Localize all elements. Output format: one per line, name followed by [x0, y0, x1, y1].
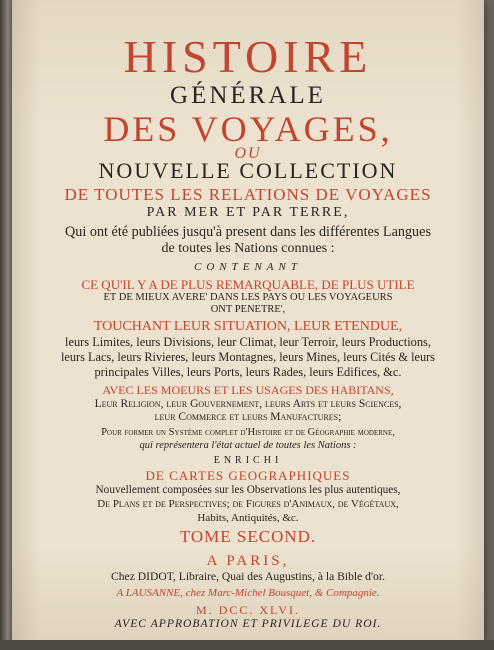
- title-page: [12, 0, 484, 640]
- cartes-heading: DE CARTES GEOGRAPHIQUES: [145, 468, 351, 483]
- touchant-line-3: principales Villes, leurs Ports, leurs Rades, leurs Edifices, &c.: [94, 365, 402, 379]
- subtitle-publiees: Qui ont été publiées jusqu'à present dans les différentes Langues: [65, 224, 431, 240]
- imprint-date: M. DCC. XLVI.: [196, 603, 300, 617]
- moeurs-line-1: Leur Religion, leur Gouvernement, leurs Arts et leurs Sciences,: [94, 398, 402, 410]
- main-title-histoire: HISTOIRE: [123, 31, 373, 82]
- moeurs-line-2: leur Commerce et leurs Manufactures;: [154, 411, 342, 423]
- contenant-line-3: ONT PENETRE',: [210, 304, 286, 315]
- cartes-line-3: Habits, Antiquités, &c.: [197, 512, 299, 524]
- imprint-didot: Chez DIDOT, Libraire, Quai des Augustins, à la Bible d'or.: [111, 570, 385, 583]
- touchant-heading: TOUCHANT LEUR SITUATION, LEUR ETENDUE,: [93, 319, 403, 334]
- subtitle-relations: DE TOUTES LES RELATIONS DE VOYAGES: [64, 185, 432, 204]
- cartes-line-1: Nouvellement composées sur les Observations les plus autentiques,: [95, 484, 401, 496]
- cartes-line-2: De Plans et de Perspectives; de Figures d'Animaux, de Végétaux,: [97, 498, 399, 510]
- title-des-voyages: DES VOYAGES,: [103, 109, 393, 149]
- systeme-line: Pour former un Système complet d'Histoire et de Géographie moderne,: [101, 427, 395, 438]
- subtitle-par-mer: PAR MER ET PAR TERRE,: [146, 205, 350, 220]
- label-contenant: CONTENANT: [194, 261, 302, 273]
- touchant-line-2: leurs Lacs, leurs Rivieres, leurs Montagnes, leurs Mines, leurs Cités & leurs: [61, 350, 435, 364]
- title-ou: OU: [234, 145, 262, 162]
- approbation-line: AVEC APPROBATION ET PRIVILEGE DU ROI.: [114, 617, 382, 630]
- imprint-lausanne: A LAUSANNE, chez Marc-Michel Bousquet, & Compagnie.: [116, 587, 380, 599]
- page-bottom-edge: [0, 640, 494, 650]
- label-enrichi: ENRICHI: [213, 455, 283, 466]
- moeurs-heading: AVEC LES MOEURS ET LES USAGES DES HABITANS,: [102, 383, 394, 397]
- tome-second: TOME SECOND.: [179, 527, 317, 546]
- imprint-a-paris: A PARIS,: [206, 553, 290, 569]
- title-generale: GÉNÉRALE: [170, 82, 326, 109]
- touchant-line-1: leurs Limites, leurs Divisions, leur Climat, leur Terroir, leurs Productions,: [65, 335, 431, 349]
- title-nouvelle-collection: NOUVELLE COLLECTION: [98, 158, 398, 183]
- systeme-italic-line: qui représentera l'état actuel de toutes les Nations :: [139, 440, 357, 451]
- contenant-line-1: CE QU'IL Y A DE PLUS REMARQUABLE, DE PLUS UTILE: [81, 277, 415, 292]
- contenant-line-2: ET DE MIEUX AVERE' DANS LES PAYS OU LES VOYAGEURS: [103, 292, 393, 303]
- subtitle-nations: de toutes les Nations connues :: [161, 241, 335, 256]
